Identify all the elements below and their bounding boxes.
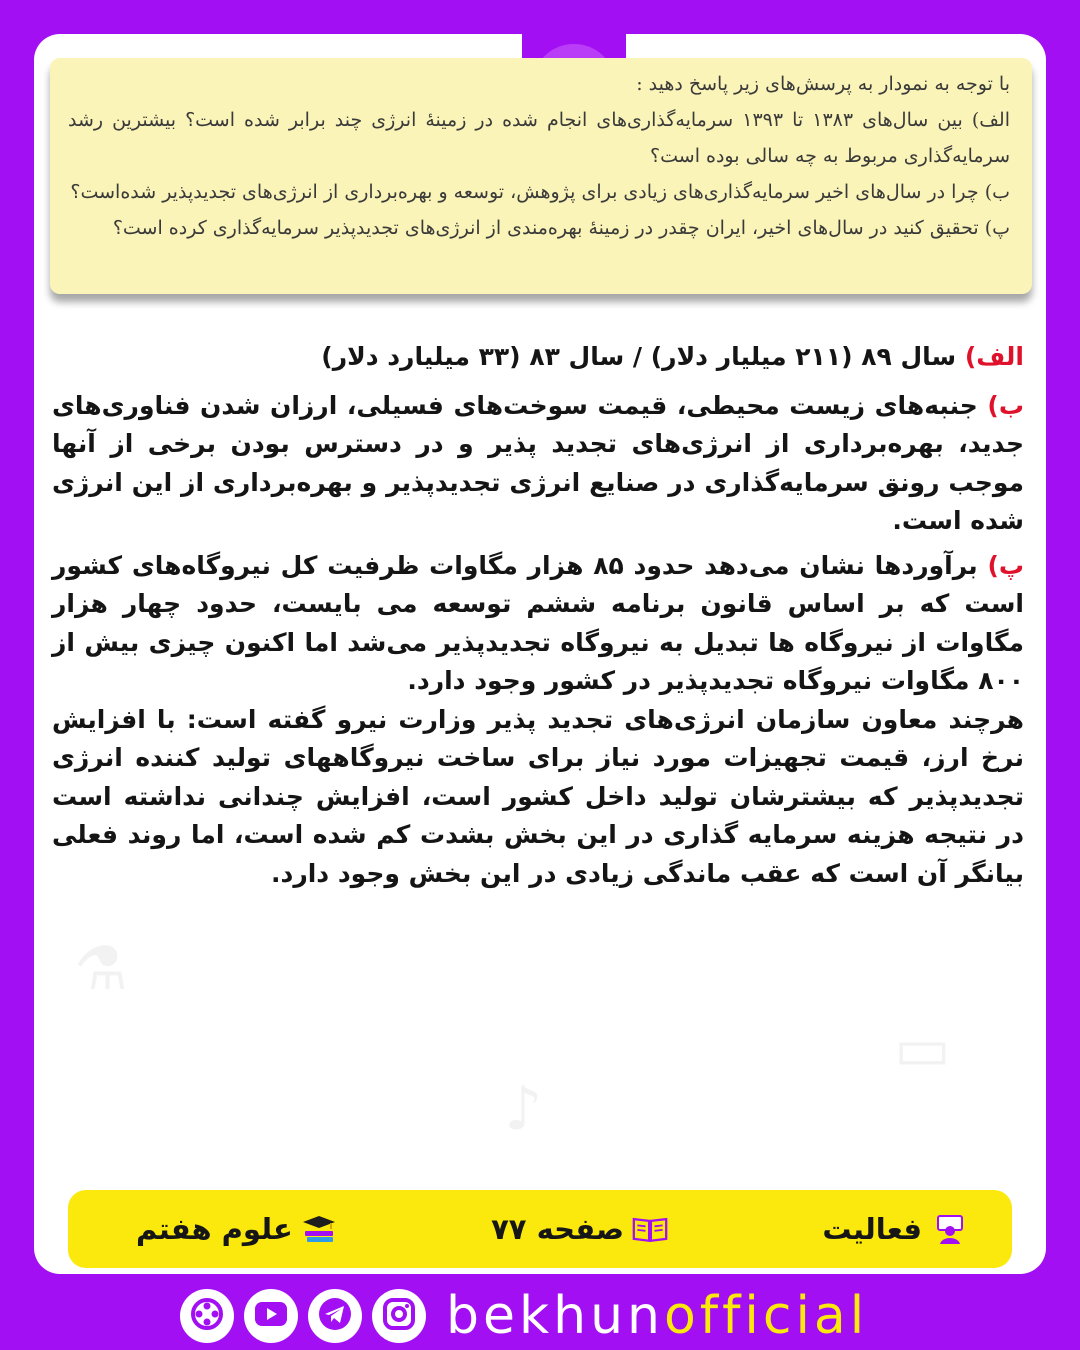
footer-activity (822, 1212, 966, 1246)
question-a (68, 102, 1010, 174)
answer-a-label: الف) (964, 342, 1024, 371)
social-bar (180, 1284, 900, 1348)
telegram-icon (318, 1297, 352, 1335)
graduation-books-icon (301, 1214, 337, 1244)
brand-name (446, 1286, 868, 1346)
aparat-icon (190, 1297, 224, 1335)
answers-section (52, 338, 1024, 899)
footer-page-label: صفحه ۷۷ (491, 1212, 624, 1246)
answer-p-extra: هرچند معاون سازمان انرژی‌های تجدید پذیر وزارت نیرو گفته است: با افزایش نرخ ارز، قیمت تجهیزات مورد نیاز برای ساخت نیروگاههای تولید کننده انرژی تجدیدپذیر که بیشترشان تولید داخل کشور است، افزایش چندانی نداشته است در نتیجه هزینه سرمایه گذاری در این بخش بشدت کم شده است، اما روند فعلی بیانگر آن است که عقب ماندگی زیادی در این بخش وجود دارد. (52, 704, 1024, 888)
answer-b-text: جنبه‌های زیست محیطی، قیمت سوخت‌های فسیلی، ارزان شدن فناوری‌های جدید، بهره‌برداری از انرژی‌های تجدید پذیر و در دسترس بودن برخی از آنها موجب رونق سرمایه‌گذاری در صنایع انرژی تجدیدپذیر و بهره‌برداری از این انرژی شده است. (52, 390, 1024, 535)
question-p (68, 210, 1010, 246)
telegram-link[interactable] (308, 1289, 362, 1343)
question-b-label: ب) (984, 181, 1010, 203)
answer-p-label: پ) (987, 550, 1024, 580)
answer-p (52, 547, 1024, 701)
footer-activity-label: فعالیت (822, 1212, 922, 1246)
question-intro: با توجه به نمودار به پرسش‌های زیر پاسخ دهید : (636, 73, 1010, 95)
answer-b (52, 387, 1024, 541)
teacher-icon (930, 1214, 966, 1244)
answer-a (52, 338, 1024, 377)
footer-subject (136, 1212, 337, 1246)
footer-subject-label: علوم هفتم (136, 1212, 293, 1246)
answer-a-text: سال ۸۹ (۲۱۱ میلیار دلار) / سال ۸۳ (۳۳ میلیارد دلار) (321, 342, 957, 371)
instagram-icon (382, 1297, 416, 1335)
answer-p-text: برآوردها نشان می‌دهد حدود ۸۵ هزار مگاوات ظرفیت کل نیروگاه‌های کشور است که بر اساس قانون برنامه ششم توسعه می بایست، حدود چهار هزار مگاوات از نیروگاه ها تبدیل به نیروگاه تجدیدپذیر می‌شد اما اکنون چیزی بیش از ۸۰۰ مگاوات نیروگاه تجدیدپذیر در کشور وجود دارد. (52, 550, 1024, 695)
youtube-link[interactable] (244, 1289, 298, 1343)
open-book-icon (632, 1214, 668, 1244)
instagram-link[interactable] (372, 1289, 426, 1343)
brand-part2: official (663, 1286, 869, 1346)
watermark-book-icon: ▭ (894, 1014, 951, 1084)
brand-part1: bekhun (446, 1286, 664, 1346)
watermark-note-icon: ♪ (504, 1074, 543, 1144)
footer-bar (68, 1190, 1012, 1268)
footer-page (491, 1212, 668, 1246)
question-p-label: پ) (984, 217, 1010, 239)
answer-b-label: ب) (987, 390, 1024, 420)
question-box (50, 58, 1032, 294)
youtube-icon (254, 1301, 288, 1331)
question-b (68, 174, 1010, 210)
watermark-flask-icon: ⚗ (74, 934, 128, 1004)
question-p-text: تحقیق کنید در سال‌های اخیر، ایران چقدر در زمینهٔ بهره‌مندی از انرژی‌های تجدیدپذیر سرمایه‌گذاری کرده است؟ (112, 217, 979, 239)
aparat-link[interactable] (180, 1289, 234, 1343)
question-a-text: بین سال‌های ۱۳۸۳ تا ۱۳۹۳ سرمایه‌گذاری‌های انجام شده در زمینهٔ انرژی چند برابر شده است؟ بیشترین رشد سرمایه‌گذاری مربوط به چه سالی بوده است؟ (68, 109, 1010, 167)
question-b-text: چرا در سال‌های اخیر سرمایه‌گذاری‌های زیادی برای پژوهش، توسعه و بهره‌برداری از انرژی‌های تجدیدپذیر شده‌است؟ (70, 181, 979, 203)
question-a-label: الف) (971, 109, 1010, 131)
